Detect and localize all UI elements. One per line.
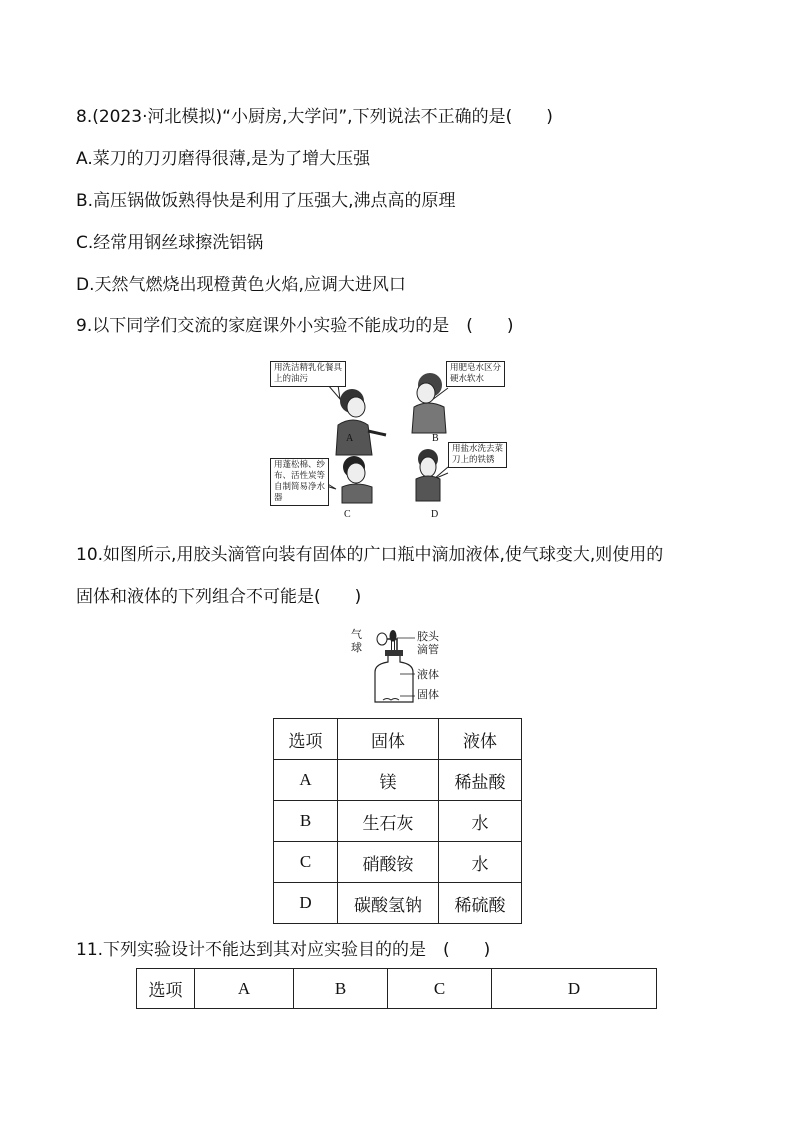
header-option: 选项 — [274, 719, 338, 760]
solid-label: 固体 — [417, 688, 439, 701]
header-a: A — [195, 969, 294, 1009]
question-10-apparatus — [345, 626, 455, 706]
table-row — [274, 883, 522, 924]
question-10-stem-line1: 10.如图所示,用胶头滴管向装有固体的广口瓶中滴加液体,使气球变大,则使用的 — [76, 545, 664, 565]
row-option: B — [274, 801, 338, 842]
row-solid: 碳酸氢钠 — [338, 883, 439, 924]
header-b: B — [294, 969, 388, 1009]
table-header-row — [137, 969, 657, 1009]
balloon-label: 气 球 — [351, 628, 362, 654]
row-solid: 生石灰 — [338, 801, 439, 842]
header-c: C — [388, 969, 492, 1009]
speech-bubble-d: 用盐水洗去菜 刀上的铁锈 — [448, 442, 507, 468]
question-8-option-c: C.经常用钢丝球擦洗铝锅 — [76, 233, 264, 253]
header-liquid: 液体 — [439, 719, 522, 760]
row-option: C — [274, 842, 338, 883]
row-solid: 硝酸铵 — [338, 842, 439, 883]
header-option: 选项 — [137, 969, 195, 1009]
speech-bubble-a: 用洗洁精乳化餐具 上的油污 — [270, 361, 346, 387]
question-10-stem-line2: 固体和液体的下列组合不可能是( ) — [76, 587, 362, 607]
row-liquid: 水 — [439, 842, 522, 883]
figure-label-d: D — [431, 509, 439, 520]
row-liquid: 水 — [439, 801, 522, 842]
row-option: D — [274, 883, 338, 924]
table-header-row — [274, 719, 522, 760]
row-solid: 镁 — [338, 760, 439, 801]
table-row — [274, 760, 522, 801]
question-8-option-b: B.高压锅做饭熟得快是利用了压强大,沸点高的原理 — [76, 191, 456, 211]
figure-label-a: A — [346, 433, 354, 444]
header-d: D — [492, 969, 657, 1009]
row-liquid: 稀盐酸 — [439, 760, 522, 801]
table-row — [274, 842, 522, 883]
row-option: A — [274, 760, 338, 801]
question-10-table — [273, 718, 522, 924]
speech-bubble-c: 用蓬松棉、纱 布、活性炭等 自制简易净水 器 — [270, 458, 329, 506]
question-8-stem: 8.(2023·河北模拟)“小厨房,大学问”,下列说法不正确的是( ) — [76, 107, 553, 127]
row-liquid: 稀硫酸 — [439, 883, 522, 924]
question-8-option-a: A.菜刀的刀刃磨得很薄,是为了增大压强 — [76, 149, 371, 169]
liquid-label: 液体 — [417, 668, 439, 681]
table-row — [274, 801, 522, 842]
question-11-stem: 11.下列实验设计不能达到其对应实验目的的是 ( ) — [76, 940, 491, 960]
header-solid: 固体 — [338, 719, 439, 760]
question-9-stem: 9.以下同学们交流的家庭课外小实验不能成功的是 ( ) — [76, 316, 514, 336]
question-11-table — [136, 968, 657, 1009]
question-8-option-d: D.天然气燃烧出现橙黄色火焰,应调大进风口 — [76, 275, 406, 295]
figure-label-b: B — [432, 433, 439, 444]
figure-label-c: C — [344, 509, 351, 520]
speech-bubble-b: 用肥皂水区分 硬水软水 — [446, 361, 505, 387]
dropper-label: 胶头 滴管 — [417, 630, 439, 656]
question-9-illustration — [268, 355, 536, 521]
